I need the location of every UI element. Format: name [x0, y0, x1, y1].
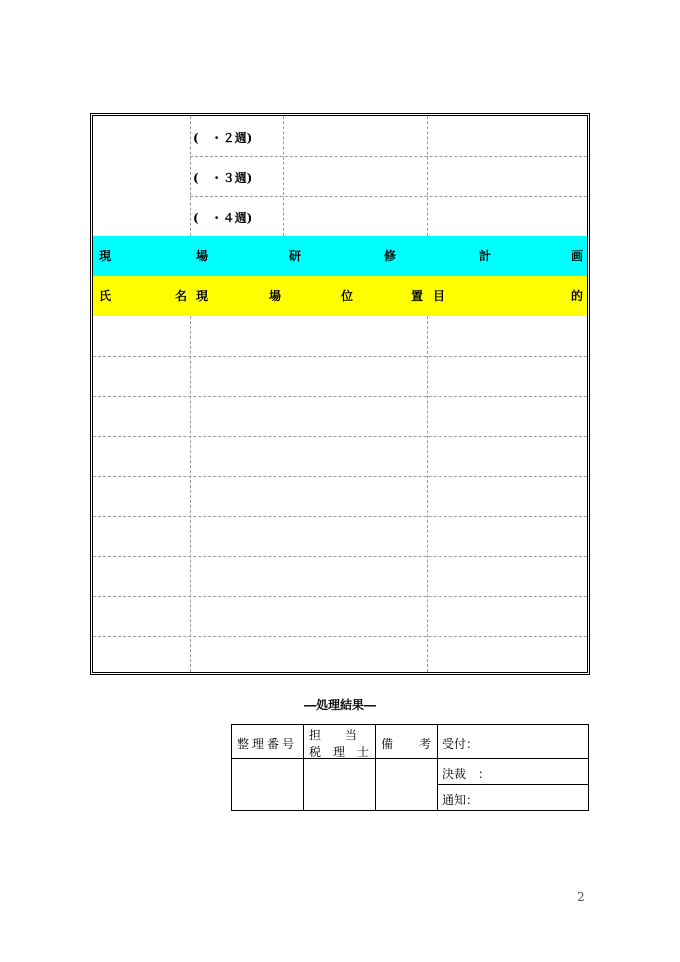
table-row: [93, 476, 587, 477]
section-header-char: 現: [99, 249, 112, 263]
training-plan-table: [90, 113, 590, 675]
section-header-char: 場: [196, 249, 209, 263]
section-header-band: [93, 236, 587, 276]
table-row: [93, 636, 587, 637]
status-decision: 決裁 ：: [442, 767, 491, 781]
table-row: [93, 396, 587, 397]
tax-accountant-header: 税 理 士: [309, 745, 370, 759]
table-row: [93, 436, 587, 437]
table-row: [93, 556, 587, 557]
divider: [231, 758, 589, 759]
column-purpose-char: 的: [571, 289, 584, 303]
divider: [437, 784, 589, 785]
remarks-header: 考: [419, 737, 432, 751]
reference-number-header: 整理番号: [237, 737, 298, 751]
table-row: [93, 516, 587, 517]
divider: [437, 724, 438, 811]
column-location-char: 場: [269, 289, 282, 303]
divider: [190, 116, 191, 236]
table-row: [93, 356, 587, 357]
page-number: 2: [577, 890, 585, 904]
column-location-char: 位: [341, 289, 354, 303]
status-notified: 通知：: [442, 793, 479, 807]
section-header-char: 画: [571, 249, 584, 263]
divider: [190, 156, 587, 157]
column-header-band: [93, 276, 587, 316]
divider: [190, 316, 191, 672]
week-2-label: ( ・２週): [193, 131, 253, 145]
remarks-header: 備: [381, 737, 394, 751]
week-3-label: ( ・３週): [193, 171, 253, 185]
divider: [427, 116, 428, 236]
column-location-char: 現: [196, 289, 209, 303]
status-received: 受付：: [442, 737, 479, 751]
divider: [190, 196, 587, 197]
divider: [375, 724, 376, 811]
column-name-char: 名: [175, 289, 188, 303]
divider: [283, 116, 284, 236]
column-location-char: 置: [411, 289, 424, 303]
divider: [303, 724, 304, 811]
result-title: ―処理結果―: [303, 698, 376, 712]
week-4-label: ( ・４週): [193, 211, 253, 225]
column-purpose-char: 目: [433, 289, 446, 303]
divider: [588, 724, 589, 811]
table-row: [93, 596, 587, 597]
column-name-char: 氏: [99, 289, 112, 303]
tax-accountant-header: 担 当: [309, 728, 358, 742]
divider: [231, 810, 589, 811]
divider: [427, 316, 428, 672]
section-header-char: 計: [479, 249, 492, 263]
section-header-char: 研: [289, 249, 302, 263]
divider: [231, 724, 589, 725]
section-header-char: 修: [384, 249, 397, 263]
divider: [231, 724, 232, 811]
